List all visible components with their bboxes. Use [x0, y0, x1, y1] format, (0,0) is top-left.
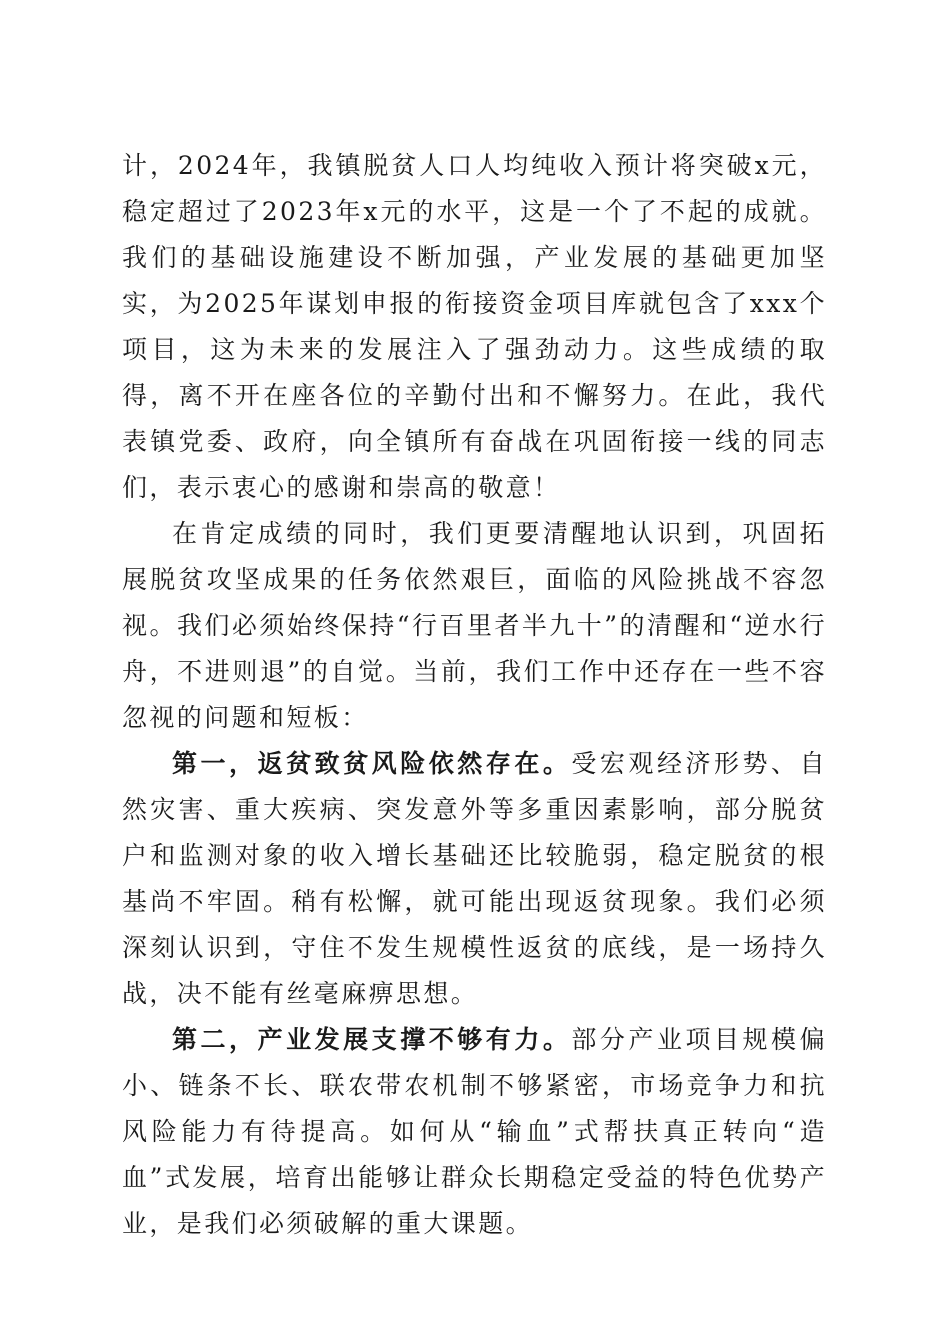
paragraph-point-two [122, 1017, 827, 1247]
paragraph-text: 受宏观经济形势、自然灾害、重大疾病、突发意外等多重因素影响，部分脱贫户和监测对象的收入增长基础还比较脆弱，稳定脱贫的根基尚不牢固。稍有松懈，就可能出现返贫现象。我们必须深刻认识到，守住不发生规模性返贫的底线，是一场持久战，决不能有丝毫麻痹思想。 [122, 749, 827, 1008]
paragraph-lead: 第二，产业发展支撑不够有力。 [172, 1025, 572, 1054]
paragraph-point-one [122, 741, 827, 1017]
paragraph-achievements [122, 143, 827, 511]
paragraph-text: 部分产业项目规模偏小、链条不长、联农带农机制不够紧密，市场竞争力和抗风险能力有待提高。如何从“输血”式帮扶真正转向“造血”式发展，培育出能够让群众长期稳定受益的特色优势产业，是我们必须破解的重大课题。 [122, 1025, 827, 1238]
paragraph-challenges-intro [122, 511, 827, 741]
paragraph-text: 在肯定成绩的同时，我们更要清醒地认识到，巩固拓展脱贫攻坚成果的任务依然艰巨，面临的风险挑战不容忽视。我们必须始终保持“行百里者半九十”的清醒和“逆水行舟，不进则退”的自觉。当前，我们工作中还存在一些不容忽视的问题和短板： [122, 519, 827, 732]
paragraph-lead: 第一，返贫致贫风险依然存在。 [172, 749, 572, 778]
paragraph-text: 计，2024年，我镇脱贫人口人均纯收入预计将突破x元，稳定超过了2023年x元的水平，这是一个了不起的成就。我们的基础设施建设不断加强，产业发展的基础更加坚实，为2025年谋划申报的衔接资金项目库就包含了xxx个项目，这为未来的发展注入了强劲动力。这些成绩的取得，离不开在座各位的辛勤付出和不懈努力。在此，我代表镇党委、政府，向全镇所有奋战在巩固衔接一线的同志们，表示衷心的感谢和崇高的敬意！ [122, 151, 827, 502]
document-body [122, 143, 827, 1247]
